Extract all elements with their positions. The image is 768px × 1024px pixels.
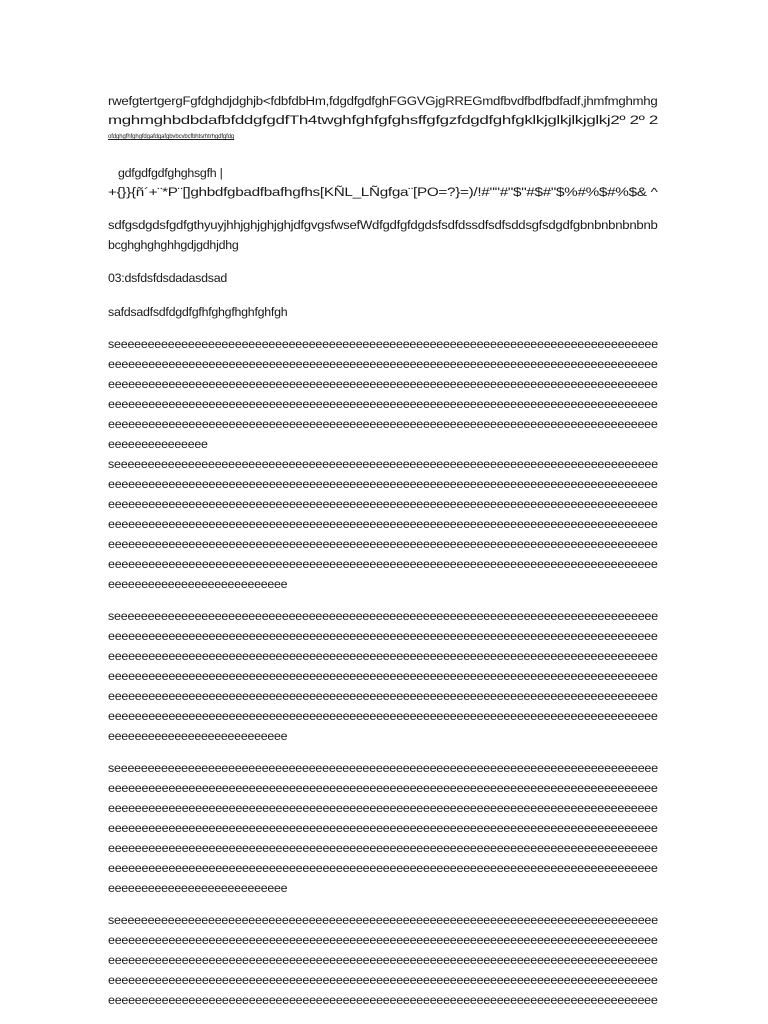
block4-line: eeeeeeeeeeeeeeeeeeeeeeeeeee bbox=[108, 881, 288, 895]
block2-line: eeeeeeeeeeeeeeeeeeeeeeeeeeeeeeeeeeeeeeeeeeeeeeeeeeeeeeeeeeeeeeeeeeeeeeeeeeeeeeeeee bbox=[108, 557, 658, 571]
line-03: 03:dsfdsfdsdadasdsad bbox=[108, 271, 227, 285]
block5-line: eeeeeeeeeeeeeeeeeeeeeeeeeeeeeeeeeeeeeeeeeeeeeeeeeeeeeeeeeeeeeeeeeeeeeeeeeeeeeeeeee bbox=[108, 993, 658, 1007]
block3-line: eeeeeeeeeeeeeeeeeeeeeeeeeeeeeeeeeeeeeeeeeeeeeeeeeeeeeeeeeeeeeeeeeeeeeeeeeeeeeeeeee bbox=[108, 689, 658, 703]
block4-line: eeeeeeeeeeeeeeeeeeeeeeeeeeeeeeeeeeeeeeeeeeeeeeeeeeeeeeeeeeeeeeeeeeeeeeeeeeeeeeeeee bbox=[108, 821, 658, 835]
block1-line: eeeeeeeeeeeeeeeeeeeeeeeeeeeeeeeeeeeeeeeeeeeeeeeeeeeeeeeeeeeeeeeeeeeeeeeeeeeeeeeeee bbox=[108, 417, 658, 431]
header-line-1: rwefgtertgergFgfdghdjdghjb<fdbfdbHm,fdgdfgdfghFGGVGjgRREGmdfbvdfbdfbdfadf,jhmfmghmhg bbox=[108, 94, 658, 108]
line-safd: safdsadfsdfdgdfgfhfghgfhghfghfgh bbox=[108, 305, 288, 319]
block2-line: eeeeeeeeeeeeeeeeeeeeeeeeeeeeeeeeeeeeeeeeeeeeeeeeeeeeeeeeeeeeeeeeeeeeeeeeeeeeeeeeee bbox=[108, 517, 658, 531]
block5-line: seeeeeeeeeeeeeeeeeeeeeeeeeeeeeeeeeeeeeeeeeeeeeeeeeeeeeeeeeeeeeeeeeeeeeeeeeeeeeeeee bbox=[108, 913, 658, 927]
block3-line: seeeeeeeeeeeeeeeeeeeeeeeeeeeeeeeeeeeeeeeeeeeeeeeeeeeeeeeeeeeeeeeeeeeeeeeeeeeeeeeee bbox=[108, 609, 658, 623]
block1-line: eeeeeeeeeeeeeeeeeeeeeeeeeeeeeeeeeeeeeeeeeeeeeeeeeeeeeeeeeeeeeeeeeeeeeeeeeeeeeeeeee bbox=[108, 397, 658, 411]
block5-line: eeeeeeeeeeeeeeeeeeeeeeeeeeeeeeeeeeeeeeeeeeeeeeeeeeeeeeeeeeeeeeeeeeeeeeeeeeeeeeeeee bbox=[108, 953, 658, 967]
paragraph-sdf-line-2: bcghghghghhgdjgdhjdhg bbox=[108, 238, 239, 252]
block5-line: eeeeeeeeeeeeeeeeeeeeeeeeeeeeeeeeeeeeeeeeeeeeeeeeeeeeeeeeeeeeeeeeeeeeeeeeeeeeeeeeee bbox=[108, 933, 658, 947]
block1-line: eeeeeeeeeeeeeeeeeeeeeeeeeeeeeeeeeeeeeeeeeeeeeeeeeeeeeeeeeeeeeeeeeeeeeeeeeeeeeeeeee bbox=[108, 377, 658, 391]
tiny-underlined-line: ofdghgfhfghgfdgafdgafgbvbcvbcfbhtsrhtrhgdfgfdg bbox=[108, 134, 235, 140]
paragraph-sdf-line-1: sdfgsdgdsfgdfgthyuyjhhjghjghjghjdfgvgsfwsefWdfgdfgfdgdsfsdfdssdfsdfsddsgfsdgdfgbnbnbnbnbnb bbox=[108, 218, 658, 232]
header-line-2: mghmghbdbdafbfddgfgdfTh4twghfghfgfghsffgfgzfdgdfghfgklkjglkjlkjglkj2º 2º 2 bbox=[108, 113, 658, 127]
block1-line: seeeeeeeeeeeeeeeeeeeeeeeeeeeeeeeeeeeeeeeeeeeeeeeeeeeeeeeeeeeeeeeeeeeeeeeeeeeeeeeee bbox=[108, 337, 658, 351]
block2-line: eeeeeeeeeeeeeeeeeeeeeeeeeeeeeeeeeeeeeeeeeeeeeeeeeeeeeeeeeeeeeeeeeeeeeeeeeeeeeeeeee bbox=[108, 537, 658, 551]
line-gdf: gdfgdfgdfghghsgfh | bbox=[118, 166, 223, 180]
line-symbols: +{}}{ñ´+¨*P¨[]ghbdfgbadfbafhgfhs[KÑL_LÑgfga¨[PO=?}=)/!#""#"$"#$#"$%#%$#%$& ^ bbox=[108, 185, 658, 199]
block4-line: seeeeeeeeeeeeeeeeeeeeeeeeeeeeeeeeeeeeeeeeeeeeeeeeeeeeeeeeeeeeeeeeeeeeeeeeeeeeeeeee bbox=[108, 761, 658, 775]
block3-line: eeeeeeeeeeeeeeeeeeeeeeeeeeeeeeeeeeeeeeeeeeeeeeeeeeeeeeeeeeeeeeeeeeeeeeeeeeeeeeeeee bbox=[108, 629, 658, 643]
block2-line: seeeeeeeeeeeeeeeeeeeeeeeeeeeeeeeeeeeeeeeeeeeeeeeeeeeeeeeeeeeeeeeeeeeeeeeeeeeeeeeee bbox=[108, 457, 658, 471]
block3-line: eeeeeeeeeeeeeeeeeeeeeeeeeeeeeeeeeeeeeeeeeeeeeeeeeeeeeeeeeeeeeeeeeeeeeeeeeeeeeeeeee bbox=[108, 669, 658, 683]
block1-line: eeeeeeeeeeeeeeeeeeeeeeeeeeeeeeeeeeeeeeeeeeeeeeeeeeeeeeeeeeeeeeeeeeeeeeeeeeeeeeeeee bbox=[108, 357, 658, 371]
block3-line: eeeeeeeeeeeeeeeeeeeeeeeeeeeeeeeeeeeeeeeeeeeeeeeeeeeeeeeeeeeeeeeeeeeeeeeeeeeeeeeeee bbox=[108, 709, 658, 723]
block1-line: eeeeeeeeeeeeeee bbox=[108, 437, 208, 451]
block2-line: eeeeeeeeeeeeeeeeeeeeeeeeeeeeeeeeeeeeeeeeeeeeeeeeeeeeeeeeeeeeeeeeeeeeeeeeeeeeeeeeee bbox=[108, 477, 658, 491]
block2-line: eeeeeeeeeeeeeeeeeeeeeeeeeeeeeeeeeeeeeeeeeeeeeeeeeeeeeeeeeeeeeeeeeeeeeeeeeeeeeeeeee bbox=[108, 497, 658, 511]
block4-line: eeeeeeeeeeeeeeeeeeeeeeeeeeeeeeeeeeeeeeeeeeeeeeeeeeeeeeeeeeeeeeeeeeeeeeeeeeeeeeeeee bbox=[108, 781, 658, 795]
block4-line: eeeeeeeeeeeeeeeeeeeeeeeeeeeeeeeeeeeeeeeeeeeeeeeeeeeeeeeeeeeeeeeeeeeeeeeeeeeeeeeeee bbox=[108, 861, 658, 875]
block4-line: eeeeeeeeeeeeeeeeeeeeeeeeeeeeeeeeeeeeeeeeeeeeeeeeeeeeeeeeeeeeeeeeeeeeeeeeeeeeeeeeee bbox=[108, 841, 658, 855]
block4-line: eeeeeeeeeeeeeeeeeeeeeeeeeeeeeeeeeeeeeeeeeeeeeeeeeeeeeeeeeeeeeeeeeeeeeeeeeeeeeeeeee bbox=[108, 801, 658, 815]
block3-line: eeeeeeeeeeeeeeeeeeeeeeeeeeeeeeeeeeeeeeeeeeeeeeeeeeeeeeeeeeeeeeeeeeeeeeeeeeeeeeeeee bbox=[108, 649, 658, 663]
block3-line: eeeeeeeeeeeeeeeeeeeeeeeeeee bbox=[108, 729, 288, 743]
document-page bbox=[108, 0, 663, 1024]
block2-line: eeeeeeeeeeeeeeeeeeeeeeeeeee bbox=[108, 577, 288, 591]
block5-line: eeeeeeeeeeeeeeeeeeeeeeeeeeeeeeeeeeeeeeeeeeeeeeeeeeeeeeeeeeeeeeeeeeeeeeeeeeeeeeeeee bbox=[108, 973, 658, 987]
